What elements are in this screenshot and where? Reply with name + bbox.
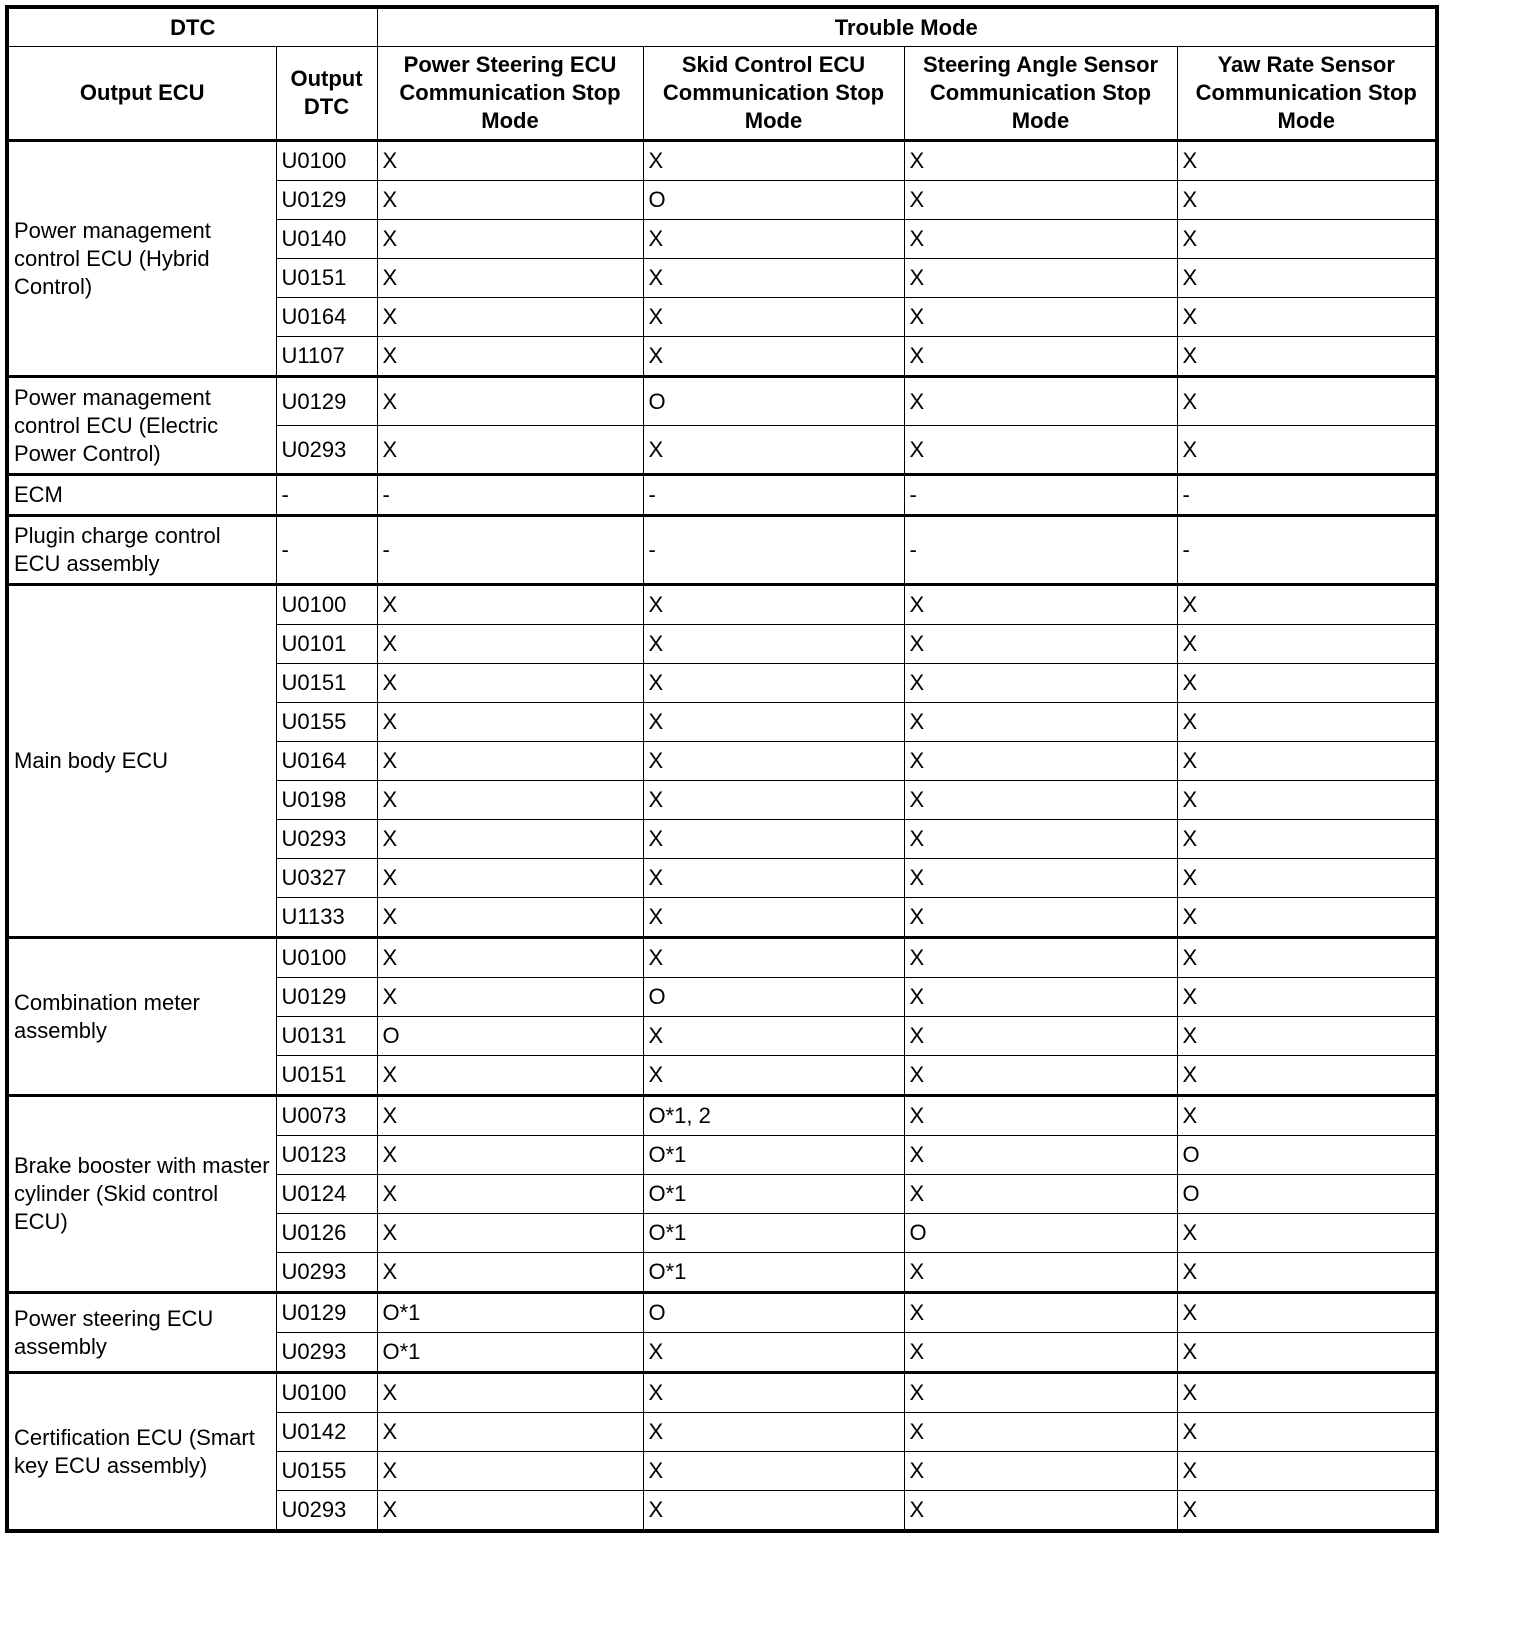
output-dtc-cell: - xyxy=(276,516,377,585)
output-dtc-cell: U0293 xyxy=(276,1253,377,1293)
mode-cell-skid-control: X xyxy=(643,1017,904,1056)
output-dtc-cell: U0155 xyxy=(276,1452,377,1491)
mode-cell-skid-control: X xyxy=(643,820,904,859)
output-dtc-cell: U0101 xyxy=(276,625,377,664)
mode-cell-skid-control: X xyxy=(643,625,904,664)
mode-cell-power-steering: X xyxy=(377,141,643,181)
mode-cell-power-steering: X xyxy=(377,426,643,475)
mode-cell-steering-angle: X xyxy=(904,181,1177,220)
mode-cell-steering-angle: X xyxy=(904,1373,1177,1413)
mode-cell-power-steering: X xyxy=(377,1136,643,1175)
output-ecu-cell: Main body ECU xyxy=(7,585,276,938)
mode-cell-yaw-rate: X xyxy=(1177,1491,1437,1532)
mode-cell-skid-control: O*1 xyxy=(643,1175,904,1214)
mode-cell-yaw-rate: X xyxy=(1177,978,1437,1017)
output-dtc-cell: U0293 xyxy=(276,820,377,859)
output-dtc-cell: U0126 xyxy=(276,1214,377,1253)
mode-cell-steering-angle: X xyxy=(904,978,1177,1017)
mode-cell-power-steering: X xyxy=(377,181,643,220)
mode-cell-steering-angle: X xyxy=(904,1333,1177,1373)
mode-cell-power-steering: X xyxy=(377,742,643,781)
mode-cell-yaw-rate: X xyxy=(1177,1056,1437,1096)
output-dtc-cell: U0129 xyxy=(276,978,377,1017)
mode-cell-steering-angle: X xyxy=(904,742,1177,781)
mode-cell-skid-control: X xyxy=(643,220,904,259)
mode-cell-yaw-rate: X xyxy=(1177,781,1437,820)
mode-cell-steering-angle: X xyxy=(904,426,1177,475)
table-row xyxy=(7,475,1437,516)
mode-cell-yaw-rate: X xyxy=(1177,703,1437,742)
mode-cell-steering-angle: X xyxy=(904,1136,1177,1175)
mode-cell-power-steering: X xyxy=(377,1413,643,1452)
mode-cell-power-steering: - xyxy=(377,516,643,585)
mode-cell-skid-control: X xyxy=(643,859,904,898)
mode-cell-skid-control: - xyxy=(643,516,904,585)
mode-cell-skid-control: X xyxy=(643,664,904,703)
mode-cell-skid-control: X xyxy=(643,426,904,475)
output-dtc-cell: U0100 xyxy=(276,585,377,625)
output-dtc-cell: U0140 xyxy=(276,220,377,259)
mode-cell-power-steering: X xyxy=(377,703,643,742)
mode-cell-power-steering: X xyxy=(377,220,643,259)
mode-cell-steering-angle: X xyxy=(904,664,1177,703)
mode-cell-yaw-rate: X xyxy=(1177,298,1437,337)
mode-cell-steering-angle: X xyxy=(904,220,1177,259)
mode-cell-power-steering: X xyxy=(377,1056,643,1096)
mode-cell-skid-control: X xyxy=(643,1373,904,1413)
output-ecu-cell: Power steering ECU assembly xyxy=(7,1293,276,1373)
mode-cell-power-steering: X xyxy=(377,820,643,859)
mode-cell-skid-control: O*1 xyxy=(643,1214,904,1253)
mode-cell-yaw-rate: X xyxy=(1177,938,1437,978)
output-dtc-cell: U0100 xyxy=(276,141,377,181)
output-ecu-cell: Power management control ECU (Electric Power Control) xyxy=(7,377,276,475)
output-dtc-cell: U0151 xyxy=(276,1056,377,1096)
mode-cell-skid-control: X xyxy=(643,898,904,938)
mode-cell-steering-angle: X xyxy=(904,337,1177,377)
mode-cell-yaw-rate: X xyxy=(1177,1413,1437,1452)
table-row xyxy=(7,1373,1437,1413)
output-ecu-cell: Power management control ECU (Hybrid Control) xyxy=(7,141,276,377)
table-body xyxy=(7,141,1437,1532)
output-dtc-cell: - xyxy=(276,475,377,516)
output-dtc-cell: U0100 xyxy=(276,938,377,978)
mode-cell-skid-control: X xyxy=(643,742,904,781)
mode-cell-skid-control: X xyxy=(643,1056,904,1096)
mode-cell-yaw-rate: X xyxy=(1177,898,1437,938)
output-ecu-cell: Brake booster with master cylinder (Skid control ECU) xyxy=(7,1096,276,1293)
output-dtc-cell: U0129 xyxy=(276,181,377,220)
mode-cell-steering-angle: X xyxy=(904,259,1177,298)
table-row xyxy=(7,585,1437,625)
header-row-columns xyxy=(7,47,1437,141)
mode-cell-steering-angle: O xyxy=(904,1214,1177,1253)
header-mode-steering-angle: Steering Angle Sensor Communication Stop Mode xyxy=(904,47,1177,141)
mode-cell-power-steering: X xyxy=(377,898,643,938)
mode-cell-yaw-rate: X xyxy=(1177,1017,1437,1056)
output-dtc-cell: U0124 xyxy=(276,1175,377,1214)
mode-cell-skid-control: X xyxy=(643,585,904,625)
mode-cell-skid-control: O*1, 2 xyxy=(643,1096,904,1136)
mode-cell-steering-angle: X xyxy=(904,938,1177,978)
mode-cell-steering-angle: X xyxy=(904,625,1177,664)
output-dtc-cell: U0198 xyxy=(276,781,377,820)
mode-cell-steering-angle: X xyxy=(904,141,1177,181)
mode-cell-yaw-rate: X xyxy=(1177,141,1437,181)
mode-cell-steering-angle: X xyxy=(904,781,1177,820)
output-dtc-cell: U0129 xyxy=(276,1293,377,1333)
mode-cell-steering-angle: X xyxy=(904,377,1177,426)
header-mode-yaw-rate: Yaw Rate Sensor Communication Stop Mode xyxy=(1177,47,1437,141)
output-dtc-cell: U0293 xyxy=(276,1491,377,1532)
mode-cell-yaw-rate: O xyxy=(1177,1136,1437,1175)
output-dtc-cell: U0131 xyxy=(276,1017,377,1056)
mode-cell-yaw-rate: X xyxy=(1177,585,1437,625)
mode-cell-power-steering: X xyxy=(377,978,643,1017)
mode-cell-steering-angle: X xyxy=(904,1293,1177,1333)
mode-cell-yaw-rate: - xyxy=(1177,475,1437,516)
mode-cell-steering-angle: X xyxy=(904,1175,1177,1214)
mode-cell-skid-control: X xyxy=(643,703,904,742)
mode-cell-skid-control: X xyxy=(643,1452,904,1491)
output-ecu-cell: Combination meter assembly xyxy=(7,938,276,1096)
mode-cell-power-steering: O*1 xyxy=(377,1333,643,1373)
mode-cell-power-steering: X xyxy=(377,664,643,703)
mode-cell-yaw-rate: X xyxy=(1177,220,1437,259)
table-row xyxy=(7,516,1437,585)
mode-cell-yaw-rate: X xyxy=(1177,1293,1437,1333)
mode-cell-power-steering: O xyxy=(377,1017,643,1056)
mode-cell-steering-angle: X xyxy=(904,1096,1177,1136)
mode-cell-steering-angle: X xyxy=(904,820,1177,859)
header-dtc: DTC xyxy=(7,7,377,47)
output-dtc-cell: U0073 xyxy=(276,1096,377,1136)
output-dtc-cell: U0155 xyxy=(276,703,377,742)
output-dtc-cell: U0151 xyxy=(276,259,377,298)
mode-cell-yaw-rate: X xyxy=(1177,664,1437,703)
mode-cell-power-steering: X xyxy=(377,377,643,426)
mode-cell-yaw-rate: X xyxy=(1177,181,1437,220)
mode-cell-skid-control: - xyxy=(643,475,904,516)
mode-cell-power-steering: X xyxy=(377,1373,643,1413)
mode-cell-power-steering: X xyxy=(377,1452,643,1491)
mode-cell-steering-angle: X xyxy=(904,1017,1177,1056)
output-dtc-cell: U0327 xyxy=(276,859,377,898)
output-dtc-cell: U0100 xyxy=(276,1373,377,1413)
mode-cell-skid-control: X xyxy=(643,781,904,820)
mode-cell-power-steering: - xyxy=(377,475,643,516)
mode-cell-power-steering: X xyxy=(377,1491,643,1532)
mode-cell-yaw-rate: X xyxy=(1177,820,1437,859)
mode-cell-skid-control: O xyxy=(643,978,904,1017)
mode-cell-steering-angle: X xyxy=(904,1413,1177,1452)
header-row-group xyxy=(7,7,1437,47)
header-trouble-mode: Trouble Mode xyxy=(377,7,1437,47)
mode-cell-skid-control: X xyxy=(643,141,904,181)
mode-cell-yaw-rate: O xyxy=(1177,1175,1437,1214)
output-dtc-cell: U0164 xyxy=(276,742,377,781)
output-ecu-cell: Certification ECU (Smart key ECU assembly) xyxy=(7,1373,276,1532)
mode-cell-power-steering: X xyxy=(377,1214,643,1253)
mode-cell-yaw-rate: X xyxy=(1177,259,1437,298)
mode-cell-skid-control: O xyxy=(643,377,904,426)
mode-cell-skid-control: X xyxy=(643,259,904,298)
mode-cell-yaw-rate: X xyxy=(1177,337,1437,377)
mode-cell-skid-control: O xyxy=(643,1293,904,1333)
header-mode-skid-control: Skid Control ECU Communication Stop Mode xyxy=(643,47,904,141)
mode-cell-yaw-rate: X xyxy=(1177,742,1437,781)
mode-cell-yaw-rate: X xyxy=(1177,1214,1437,1253)
mode-cell-power-steering: X xyxy=(377,585,643,625)
mode-cell-yaw-rate: X xyxy=(1177,377,1437,426)
output-dtc-cell: U0293 xyxy=(276,426,377,475)
table-header xyxy=(7,7,1437,141)
mode-cell-skid-control: X xyxy=(643,298,904,337)
mode-cell-steering-angle: X xyxy=(904,298,1177,337)
mode-cell-power-steering: X xyxy=(377,938,643,978)
mode-cell-steering-angle: X xyxy=(904,1253,1177,1293)
mode-cell-power-steering: X xyxy=(377,859,643,898)
mode-cell-yaw-rate: X xyxy=(1177,625,1437,664)
mode-cell-power-steering: X xyxy=(377,1096,643,1136)
mode-cell-skid-control: O*1 xyxy=(643,1136,904,1175)
mode-cell-skid-control: X xyxy=(643,1491,904,1532)
output-dtc-cell: U0293 xyxy=(276,1333,377,1373)
table-row xyxy=(7,377,1437,426)
mode-cell-skid-control: X xyxy=(643,938,904,978)
mode-cell-steering-angle: X xyxy=(904,703,1177,742)
mode-cell-yaw-rate: - xyxy=(1177,516,1437,585)
mode-cell-skid-control: X xyxy=(643,337,904,377)
mode-cell-yaw-rate: X xyxy=(1177,1096,1437,1136)
mode-cell-power-steering: X xyxy=(377,625,643,664)
mode-cell-yaw-rate: X xyxy=(1177,859,1437,898)
output-ecu-cell: ECM xyxy=(7,475,276,516)
output-dtc-cell: U0123 xyxy=(276,1136,377,1175)
output-dtc-cell: U0164 xyxy=(276,298,377,337)
output-dtc-cell: U1133 xyxy=(276,898,377,938)
mode-cell-steering-angle: X xyxy=(904,898,1177,938)
table-row xyxy=(7,1096,1437,1136)
output-dtc-cell: U1107 xyxy=(276,337,377,377)
output-dtc-cell: U0142 xyxy=(276,1413,377,1452)
mode-cell-yaw-rate: X xyxy=(1177,1253,1437,1293)
mode-cell-skid-control: O*1 xyxy=(643,1253,904,1293)
mode-cell-power-steering: X xyxy=(377,337,643,377)
mode-cell-yaw-rate: X xyxy=(1177,426,1437,475)
mode-cell-yaw-rate: X xyxy=(1177,1333,1437,1373)
mode-cell-yaw-rate: X xyxy=(1177,1452,1437,1491)
mode-cell-power-steering: X xyxy=(377,1253,643,1293)
mode-cell-power-steering: X xyxy=(377,259,643,298)
mode-cell-skid-control: X xyxy=(643,1413,904,1452)
dtc-trouble-mode-table xyxy=(5,5,1439,1533)
mode-cell-steering-angle: X xyxy=(904,1452,1177,1491)
mode-cell-steering-angle: X xyxy=(904,585,1177,625)
table-row xyxy=(7,1293,1437,1333)
mode-cell-steering-angle: - xyxy=(904,516,1177,585)
header-mode-power-steering: Power Steering ECU Communication Stop Mode xyxy=(377,47,643,141)
mode-cell-skid-control: X xyxy=(643,1333,904,1373)
mode-cell-steering-angle: X xyxy=(904,859,1177,898)
mode-cell-steering-angle: - xyxy=(904,475,1177,516)
header-output-ecu: Output ECU xyxy=(7,47,276,141)
mode-cell-power-steering: X xyxy=(377,298,643,337)
mode-cell-yaw-rate: X xyxy=(1177,1373,1437,1413)
mode-cell-skid-control: O xyxy=(643,181,904,220)
output-dtc-cell: U0151 xyxy=(276,664,377,703)
output-dtc-cell: U0129 xyxy=(276,377,377,426)
output-ecu-cell: Plugin charge control ECU assembly xyxy=(7,516,276,585)
table-row xyxy=(7,141,1437,181)
mode-cell-power-steering: O*1 xyxy=(377,1293,643,1333)
mode-cell-power-steering: X xyxy=(377,1175,643,1214)
mode-cell-power-steering: X xyxy=(377,781,643,820)
mode-cell-steering-angle: X xyxy=(904,1056,1177,1096)
mode-cell-steering-angle: X xyxy=(904,1491,1177,1532)
header-output-dtc: Output DTC xyxy=(276,47,377,141)
table-row xyxy=(7,938,1437,978)
